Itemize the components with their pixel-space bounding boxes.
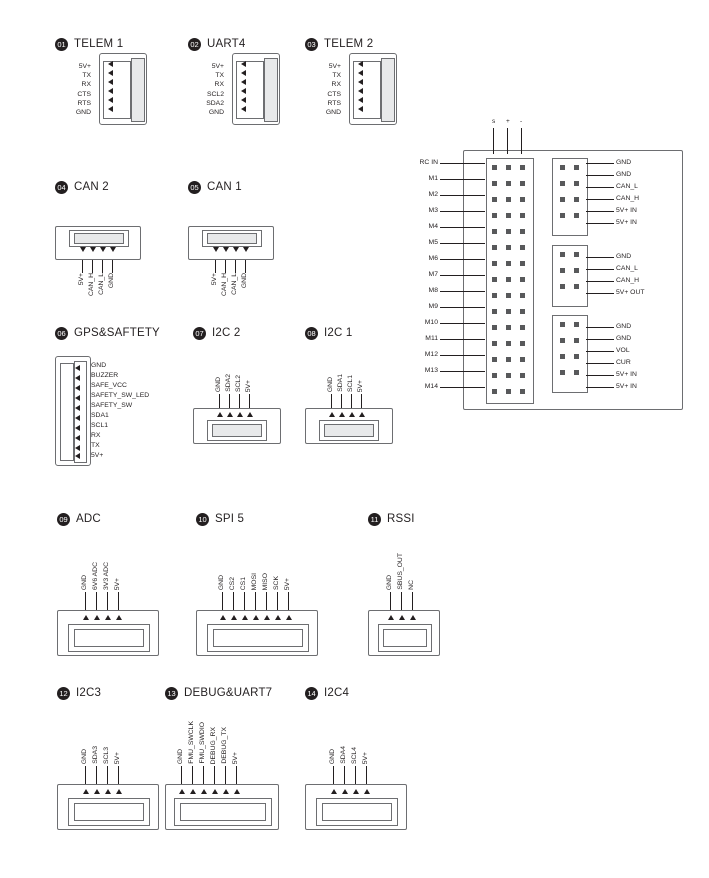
pin-label: SAFETY_SW_LED [91,392,150,399]
pin-label: GND [215,376,222,392]
pin-label: SCL2 [235,374,242,392]
board-pin-label: M11 [425,335,438,342]
connector-number: 08 [305,327,318,340]
pin-label: CAN_H [88,273,95,297]
connector-title: CAN 2 [74,181,109,193]
board-pin-label: M12 [424,351,438,358]
pin-label: GND [327,376,334,392]
connector-header [193,326,293,340]
connector-header [165,686,295,700]
pin-label: GND [241,273,248,289]
pin-label: SAFETY_SW [91,402,133,409]
pin-label: 6V6 ADC [92,562,99,590]
pin-label-list [81,718,125,764]
connector-header [196,512,326,526]
connector-title: UART4 [207,38,246,50]
main-board [463,150,683,410]
pin-label: CAN_L [231,273,238,295]
pin-label: 5V+ [114,751,121,764]
can-pad-grid-2 [552,245,588,307]
board-pin-label: M9 [428,303,438,310]
connector-title: I2C 2 [212,327,241,339]
connector-body [305,718,415,828]
pin-label: SCK [273,576,280,590]
pin-label-list [326,62,345,117]
connector-header [188,37,308,51]
pin-label: GND [325,109,341,117]
connector-body [206,63,308,123]
connector-shell [57,610,159,656]
connector-i2c3 [57,686,167,828]
pin-label-list [329,718,373,764]
board-pin-label: GND [616,159,632,166]
pin-label: SDA3 [92,746,99,764]
pin-label: GND [386,574,393,590]
can-pad-grid-1 [552,158,588,236]
connector-number: 10 [196,513,209,526]
connector-shell [99,53,147,125]
connector-shell [165,784,279,830]
connector-telem-2 [305,37,425,123]
connector-telem-1 [55,37,175,123]
pin-label: SCL4 [351,746,358,764]
pin-label: SDA4 [340,746,347,764]
pin-label: SAFE_VCC [91,382,127,389]
pin-label: SBUS_OUT [397,553,404,590]
pin-label: 5V+ [91,452,104,459]
connector-shell [368,610,440,656]
board-pin-label: M10 [424,319,438,326]
pin-label: 5V+ [362,751,369,764]
pin-label: RX [214,81,224,89]
pin-label: GND [81,574,88,590]
pin-label-list [81,544,125,590]
pin-label: TX [82,72,91,80]
pin-label-list [327,352,367,392]
board-pin-label: CAN_L [616,265,638,272]
pin-label: GND [108,273,115,289]
pin-label-list [76,62,95,117]
board-legend-plus: + [506,118,510,125]
pin-label: CTS [327,90,341,98]
pin-label: DEBUG_RX [210,726,217,764]
connector-can-1 [188,180,278,299]
connector-shell [55,356,91,466]
pin-label: CAN_L [98,273,105,295]
connector-body [165,718,295,828]
pin-label: BUZZER [91,372,119,379]
connector-title: ADC [76,513,101,525]
connector-shell [349,53,397,125]
connector-shell [193,408,281,444]
connector-body [57,544,167,654]
connector-number: 02 [188,38,201,51]
connector-title: I2C 1 [324,327,353,339]
connector-header [305,37,425,51]
connector-body [75,63,175,123]
connector-header [55,37,175,51]
board-pin-label: M1 [428,175,438,182]
board-pin-label: M6 [428,255,438,262]
connector-header [57,512,167,526]
board-pin-label: CAN_H [616,195,640,202]
pin-label: CS1 [240,576,247,590]
pin-label: TX [332,72,341,80]
connector-header [305,326,405,340]
pin-label: GND [81,748,88,764]
board-pin-label: M7 [428,271,438,278]
connector-header [188,180,278,194]
connector-body [55,204,145,299]
connector-number: 09 [57,513,70,526]
connector-number: 04 [55,181,68,194]
board-pin-label: M3 [428,207,438,214]
connector-header [368,512,458,526]
pin-label: RX [91,432,101,439]
pin-label: SDA2 [206,99,224,107]
board-pin-label: RC IN [419,159,438,166]
pin-label-list [218,544,295,590]
connector-shell [188,226,274,260]
pin-label: CAN_H [221,273,228,297]
pin-label-list [215,352,255,392]
board-pin-label: CUR [616,359,631,366]
board-pin-label: 5V+ OUT [616,289,645,296]
board-pin-label: VOL [616,347,630,354]
connector-body [368,544,458,654]
connector-adc [57,512,167,654]
connector-title: I2C3 [76,687,102,699]
connector-title: DEBUG&UART7 [184,687,273,699]
pin-label: SCL2 [206,90,224,98]
board-pin-label: GND [616,335,632,342]
connector-shell [232,53,280,125]
pin-label: FMU_SWCLK [188,721,195,764]
connector-number: 03 [305,38,318,51]
connector-header [55,180,145,194]
connector-body [188,204,278,299]
connector-body [193,352,293,452]
pin-label-list [386,544,419,590]
pin-label: NC [408,580,415,590]
connector-gps-safety [55,326,205,466]
connector-uart4 [188,37,308,123]
pin-label: SCL3 [103,746,110,764]
board-pin-label: 5V+ IN [616,207,637,214]
pin-label: 5V+ [211,63,224,70]
pin-label: RTS [77,99,91,107]
connector-title: TELEM 2 [324,38,374,50]
connector-number: 06 [55,327,68,340]
connector-number: 01 [55,38,68,51]
pin-label: GND [329,748,336,764]
connector-title: SPI 5 [215,513,245,525]
pin-label: 5V+ [211,273,218,286]
pin-label-list [78,273,118,296]
board-pin-label: CAN_L [616,183,638,190]
pin-label: 5V+ [114,577,121,590]
board-pin-label: GND [616,253,632,260]
connector-rssi [368,512,458,654]
pin-label: GND [208,109,224,117]
board-pin-label: M13 [424,367,438,374]
connector-i2c4 [305,686,415,828]
board-pin-label: M4 [428,223,438,230]
connector-body [305,352,405,452]
pin-label: RX [81,81,91,89]
connector-shell [57,784,159,830]
connector-shell [55,226,141,260]
pin-label: SDA2 [225,374,232,392]
connector-i2c-2 [193,326,293,452]
pin-label: SCL1 [91,422,109,429]
pin-label: GND [218,574,225,590]
connector-number: 05 [188,181,201,194]
pin-label: 5V+ [78,273,85,286]
pin-label: TX [215,72,224,80]
connector-title: CAN 1 [207,181,242,193]
pin-label: FMU_SWDIO [199,722,206,764]
connector-body [57,718,167,828]
connector-number: 13 [165,687,178,700]
board-pin-label: M2 [428,191,438,198]
pin-label: MISO [262,572,269,590]
board-pin-label: M14 [424,383,438,390]
connector-title: RSSI [387,513,415,525]
pin-label: SCL1 [347,374,354,392]
connector-header [305,686,415,700]
pin-label-list [177,718,243,764]
pin-label: 5V+ [245,379,252,392]
pin-label: 3V3 ADC [103,562,110,590]
servo-pad-grid [486,158,534,404]
board-legend-signal: s [492,118,496,125]
pin-label: 5V+ [284,577,291,590]
board-pin-label: GND [616,171,632,178]
connector-shell [196,610,318,656]
pin-label-list [211,273,251,296]
board-pin-label: GND [616,323,632,330]
pin-label: RX [331,81,341,89]
connector-header [57,686,167,700]
pin-label: 5V+ [328,63,341,70]
pin-label: 5V+ [357,379,364,392]
pin-label: SDA1 [337,374,344,392]
pin-label: SDA1 [91,412,109,419]
board-pin-label: 5V+ IN [616,383,637,390]
connector-body [196,544,326,654]
connector-number: 14 [305,687,318,700]
pin-label: CTS [77,90,91,98]
board-pin-label: 5V+ IN [616,371,637,378]
connector-number: 07 [193,327,206,340]
pin-label: MOSI [251,572,258,590]
pin-label: 5V+ [232,751,239,764]
connector-title: GPS&SAFTETY [74,327,160,339]
pin-label: TX [91,442,100,449]
board-pin-label: 5V+ IN [616,219,637,226]
connector-spi-5 [196,512,326,654]
board-pin-label: M8 [428,287,438,294]
pin-label: CS2 [229,576,236,590]
connector-body [325,63,425,123]
connector-can-2 [55,180,145,299]
connector-number: 12 [57,687,70,700]
board-legend-minus: - [520,118,523,125]
pin-label: DEBUG_TX [221,727,228,764]
pin-label: GND [91,362,107,369]
board-pin-label: M5 [428,239,438,246]
power-pad-grid [552,315,588,393]
pin-label-list [206,62,228,117]
pin-label: 5V+ [78,63,91,70]
connector-debug-uart7 [165,686,295,828]
connector-title: I2C4 [324,687,350,699]
connector-i2c-1 [305,326,405,452]
connector-title: TELEM 1 [74,38,124,50]
board-pin-label: CAN_H [616,277,640,284]
pin-label: GND [177,748,184,764]
connector-shell [305,784,407,830]
pin-label: GND [75,109,91,117]
connector-number: 11 [368,513,381,526]
connector-body [55,356,205,466]
connector-header [55,326,205,340]
pin-label-list [91,361,149,461]
connector-shell [305,408,393,444]
pin-label: RTS [327,99,341,107]
